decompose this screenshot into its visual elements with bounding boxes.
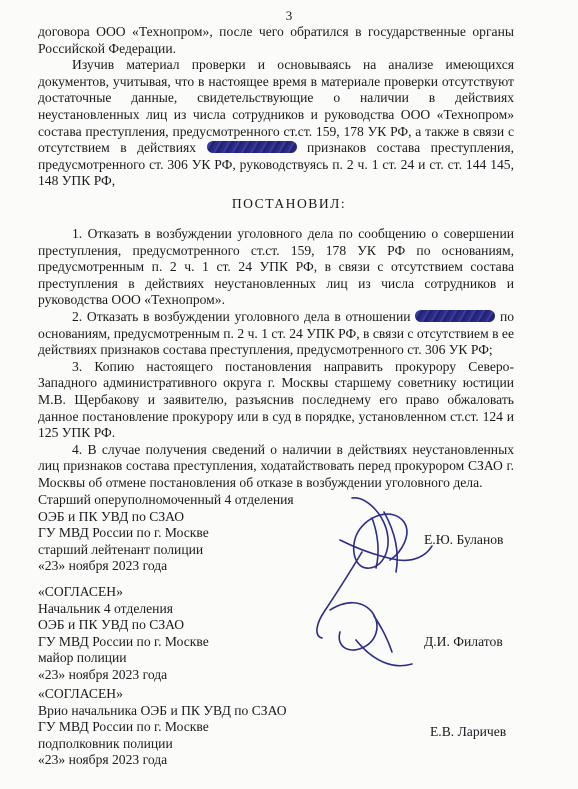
decision-item-2-b: по основаниям, предусмотренным п. 2 ч. 1 ст. 24 УПК РФ, в связи с отсутствием в ее действиях признаков состава преступления, предусмотренного ст. 306 УК РФ; <box>38 308 515 358</box>
decision-item-2-a: 2. Отказать в возбуждении уголовного дела в отношении <box>72 308 411 324</box>
signature-line: старший лейтенант полиции <box>38 541 204 557</box>
signature-line: «СОГЛАСЕН» <box>38 686 123 701</box>
decision-item-3: 3. Копию настоящего постановления направить прокурору Северо-Западного административного округа г. Москвы старшему советнику юстиции М.В. Щербакову и заявителю, разъяснив последнему его право обжаловать данное постановление прокурору или в суд в порядке, установленном ст.ст. 124 и 125 УПК РФ. <box>38 358 514 441</box>
signature-line: ГУ МВД России по г. Москве <box>38 633 209 649</box>
intro-paragraph-a: Изучив материал проверки и основываясь на анализе имеющихся документов, учитывая, что в настоящее время в материале проверки отсутствуют достаточные данные, свидетельствующие о наличии в действиях неустановленных лиц из числа сотрудников и руководства ООО «Технопром» состава преступления, предусмотренного ст.ст. 159, 178 УК РФ, а также в связи с отсутствием в действиях <box>38 57 514 156</box>
signature-line: «СОГЛАСЕН» <box>38 584 123 599</box>
intro-line: договора ООО «Технопром», после чего обратился в государственные органы Российской Федерации. <box>38 24 514 56</box>
decision-item-1: 1. Отказать в возбуждении уголовного дела по сообщению о совершении преступления, предусмотренного ст.ст. 159, 178 УК РФ по основаниям, предусмотренным п. 2 ч. 1 ст. 24 УПК РФ, в связи с отсутствием состава преступления в действиях неустановленных лиц из числа сотрудников и руководства ООО «Технопром». <box>38 226 514 308</box>
decision-item-4: 4. В случае получения сведений о наличии в действиях неустановленных лиц признаков состава преступления, ходатайствовать перед прокурором СЗАО г. Москвы об отмене постановления об отказе в возбуждении уголовного дела. <box>38 441 514 490</box>
signature-line: ОЭБ и ПК УВД по СЗАО <box>38 617 185 633</box>
signature-line: Начальник 4 отделения <box>38 600 173 616</box>
intro-paragraph-b: признаков состава преступления, предусмотренного ст. 306 УК РФ, руководствуясь п. 2 ч. 1 ст. 24 и ст. ст. 144 145, 148 УПК РФ, <box>38 140 514 189</box>
signature-line: подполковник полиции <box>38 735 173 751</box>
signature-line: «23» ноября 2023 года <box>38 752 168 768</box>
signature-line: ГУ МВД России по г. Москве <box>38 719 209 735</box>
signature-line: «23» ноября 2023 года <box>38 666 168 682</box>
signer-name-1: Е.Ю. Буланов <box>424 532 504 547</box>
signer-name-2: Д.И. Филатов <box>424 634 503 649</box>
signature-line: ГУ МВД России по г. Москве <box>38 525 209 541</box>
signature-line: «23» ноября 2023 года <box>38 558 168 574</box>
signature-line: Старший оперуполномоченный 4 отделения <box>38 492 294 507</box>
signature-line: майор полиции <box>38 650 127 666</box>
signer-name-3: Е.В. Ларичев <box>430 724 507 739</box>
decision-heading: ПОСТАНОВИЛ: <box>231 196 347 211</box>
signature-line: Врио начальника ОЭБ и ПК УВД по СЗАО <box>38 702 287 718</box>
signature-line: ОЭБ и ПК УВД по СЗАО <box>38 508 185 524</box>
page-number: 3 <box>285 8 293 23</box>
